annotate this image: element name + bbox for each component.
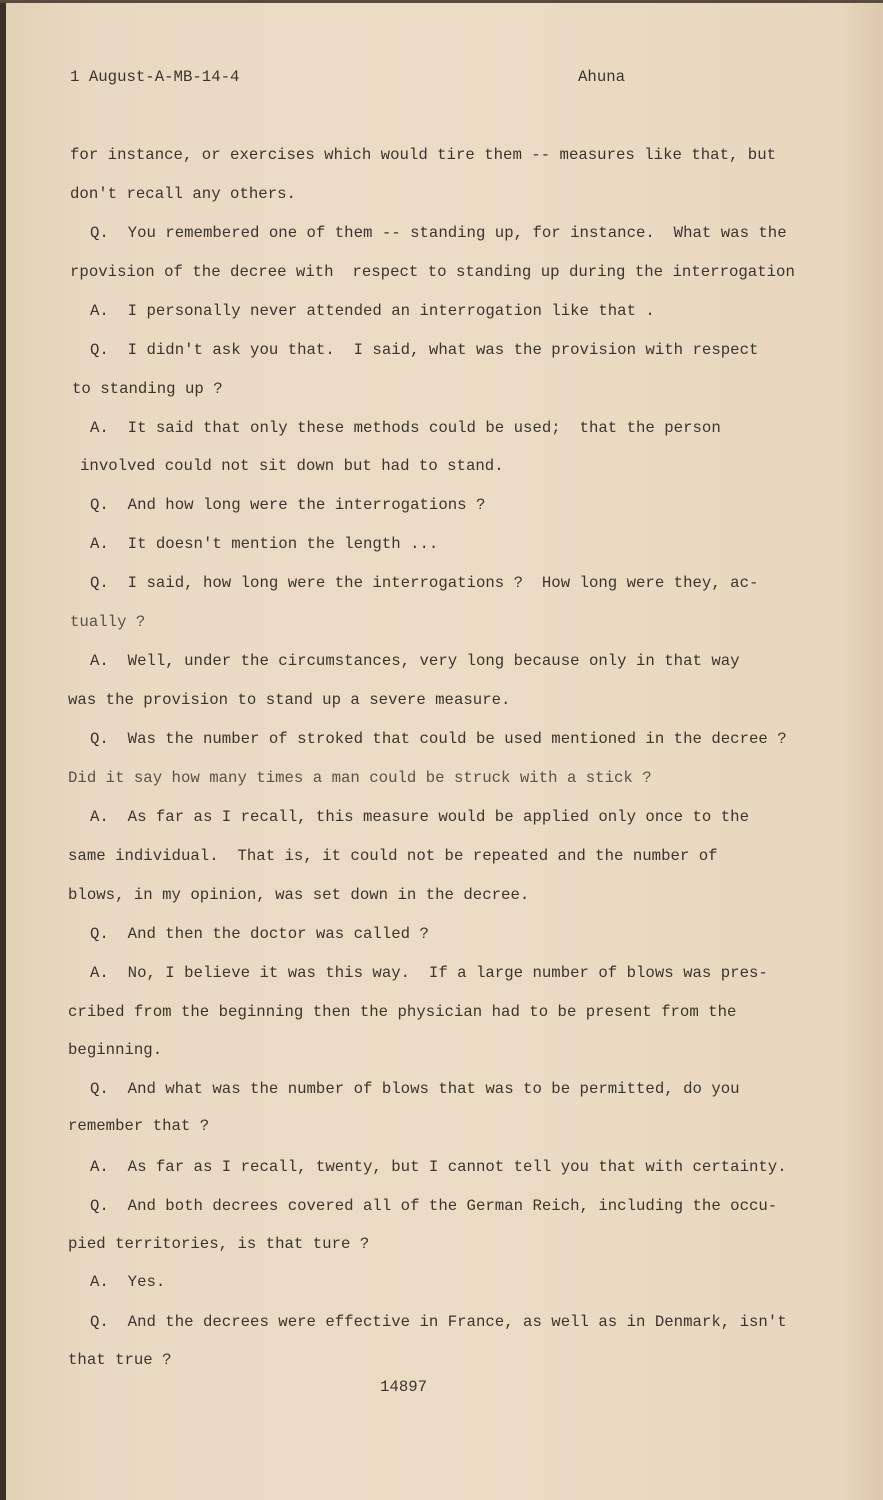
- answer-line: A. As far as I recall, twenty, but I cannot tell you that with certainty.: [90, 1158, 787, 1176]
- answer-line: A. Yes.: [90, 1273, 166, 1291]
- text-line: don't recall any others.: [70, 185, 296, 203]
- text-line: was the provision to stand up a severe measure.: [68, 691, 511, 709]
- text-line: beginning.: [68, 1041, 163, 1059]
- question-line: Q. I said, how long were the interrogations ? How long were they, ac-: [90, 574, 759, 592]
- text-line: to standing up ?: [72, 380, 223, 398]
- question-line: Q. And how long were the interrogations ?: [90, 496, 486, 514]
- answer-line: A. No, I believe it was this way. If a large number of blows was pres-: [90, 964, 768, 982]
- page-edge: [0, 0, 6, 1500]
- question-line: Q. I didn't ask you that. I said, what was the provision with respect: [90, 341, 759, 359]
- text-line: for instance, or exercises which would tire them -- measures like that, but: [70, 146, 777, 164]
- text-line: pied territories, is that ture ?: [68, 1235, 370, 1253]
- text-line: blows, in my opinion, was set down in the decree.: [68, 886, 530, 904]
- answer-line: A. It said that only these methods could be used; that the person: [90, 419, 721, 437]
- header-reference: 1 August-A-MB-14-4: [70, 68, 240, 86]
- header-witness-name: Ahuna: [578, 68, 626, 86]
- text-line: remember that ?: [68, 1117, 210, 1135]
- question-line: Q. Was the number of stroked that could be used mentioned in the decree ?: [90, 730, 787, 748]
- text-line: cribed from the beginning then the physician had to be present from the: [68, 1003, 737, 1021]
- question-line: Q. And both decrees covered all of the German Reich, including the occu-: [90, 1197, 778, 1215]
- page-top-edge: [0, 0, 883, 3]
- text-line: rpovision of the decree with respect to standing up during the interrogation: [70, 263, 795, 281]
- text-line: tually ?: [70, 613, 146, 631]
- text-line: involved could not sit down but had to stand.: [80, 457, 504, 475]
- text-line: same individual. That is, it could not be repeated and the number of: [68, 847, 718, 865]
- question-line: Q. And then the doctor was called ?: [90, 925, 429, 943]
- answer-line: A. As far as I recall, this measure would be applied only once to the: [90, 808, 749, 826]
- question-line: Q. And the decrees were effective in France, as well as in Denmark, isn't: [90, 1313, 787, 1331]
- question-line: Q. You remembered one of them -- standing up, for instance. What was the: [90, 224, 787, 242]
- page-number: 14897: [380, 1378, 428, 1396]
- text-line: Did it say how many times a man could be struck with a stick ?: [68, 769, 652, 787]
- answer-line: A. Well, under the circumstances, very long because only in that way: [90, 652, 740, 670]
- question-line: Q. And what was the number of blows that was to be permitted, do you: [90, 1080, 740, 1098]
- text-line: that true ?: [68, 1351, 172, 1369]
- answer-line: A. It doesn't mention the length ...: [90, 535, 439, 553]
- answer-line: A. I personally never attended an interrogation like that .: [90, 302, 655, 320]
